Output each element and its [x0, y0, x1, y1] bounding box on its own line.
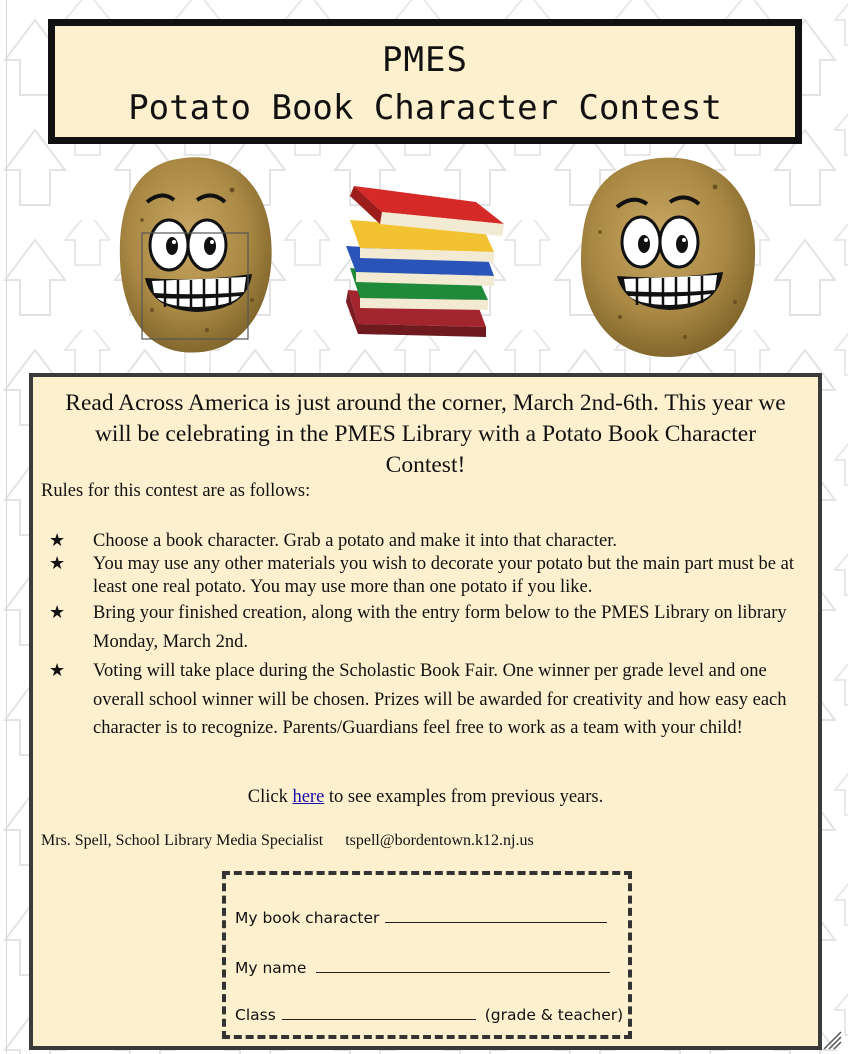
rule-text: You may use any other materials you wish to decorate your potato but the main part must be at least one real potato. You may use more than one potato if you like.	[93, 554, 794, 597]
examples-suffix: to see examples from previous years.	[324, 787, 604, 807]
contact-name: Mrs. Spell, School Library Media Specialist	[41, 832, 324, 849]
name-label: My name	[235, 959, 307, 977]
contact-line	[41, 832, 534, 850]
title-banner	[48, 19, 802, 144]
book-character-field[interactable]	[235, 909, 607, 927]
rule-text: Voting will take place during the Scholastic Book Fair. One winner per grade level and one overall school winner will be chosen. Prizes will be awarded for creativity and how easy each character is to recognize. Parents/Guardians feel free to work as a team with your child!	[93, 661, 787, 738]
book-stack-icon	[336, 172, 512, 342]
contact-email: tspell@bordentown.k12.nj.us	[345, 832, 534, 849]
class-blank[interactable]	[282, 1006, 476, 1020]
class-hint: (grade & teacher)	[484, 1006, 624, 1024]
rule-text: Bring your finished creation, along with the entry form below to the PMES Library on library Monday, March 2nd.	[93, 603, 787, 652]
book-character-blank[interactable]	[385, 909, 607, 923]
class-field[interactable]	[235, 1006, 623, 1024]
examples-link[interactable]: here	[292, 787, 325, 807]
intro-paragraph: Read Across America is just around the corner, March 2nd-6th. This year we will be celebrating in the PMES Library with a Potato Book Character Contest!	[65, 390, 786, 478]
star-bullet-icon: ★	[49, 660, 66, 681]
rules-heading: Rules for this contest are as follows:	[41, 481, 311, 501]
page-edge	[6, 0, 7, 1054]
examples-line	[33, 787, 818, 808]
title-line-2: Potato Book Character Contest	[128, 88, 722, 128]
star-bullet-icon: ★	[49, 553, 66, 574]
rule-text: Choose a book character. Grab a potato and make it into that character.	[93, 531, 617, 551]
contest-info-panel	[29, 373, 822, 1050]
title-line-1: PMES	[382, 40, 468, 80]
star-bullet-icon: ★	[49, 602, 66, 623]
name-field[interactable]	[235, 959, 610, 977]
entry-form	[222, 871, 632, 1039]
potato-character-icon	[112, 150, 282, 360]
star-bullet-icon: ★	[49, 530, 66, 551]
book-character-label: My book character	[235, 909, 380, 927]
potato-character-icon	[575, 152, 760, 362]
name-blank[interactable]	[316, 959, 610, 973]
class-label: Class	[235, 1006, 276, 1024]
resize-grip-icon[interactable]	[820, 1028, 842, 1050]
examples-prefix: Click	[247, 787, 293, 807]
